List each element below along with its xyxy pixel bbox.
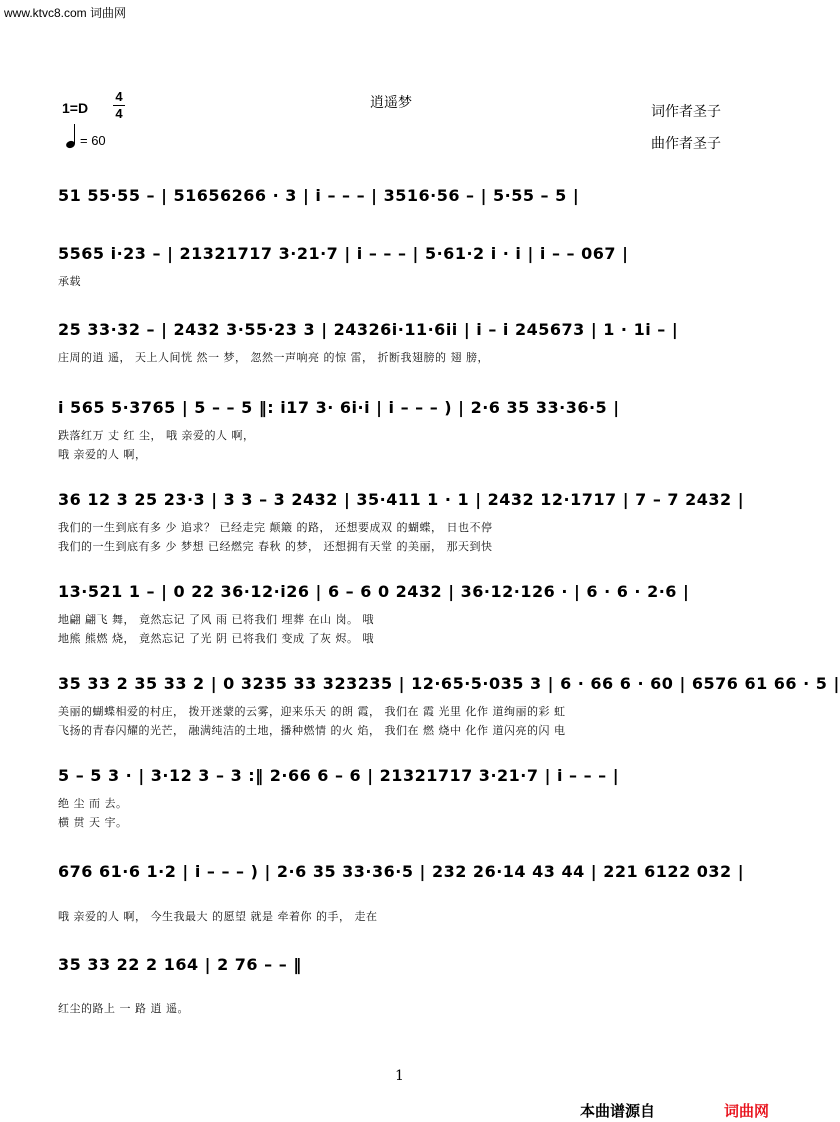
lyric-line-8-2: 横 贯 天 宇。 [58,816,128,829]
lyric-line-7-2: 飞扬的青春闪耀的光芒， 融满纯洁的土地，播种燃情 的火 焰， 我们在 燃 烧中 化作 道闪亮的闪 电 [58,724,566,737]
time-signature [113,90,125,121]
lyric-line-5-2: 我们的一生到底有多 少 梦想 已经燃完 春秋 的梦， 还想拥有天堂 的美丽， 那天到快 [58,540,493,553]
tempo-marking: = 60 [80,133,106,148]
lyric-line-9-1: 哦 亲爱的人 啊， 今生我最大 的愿望 就是 牵着你 的手， 走在 [58,910,378,923]
lyric-line-6-1: 地翩 翩飞 舞， 竟然忘记 了风 雨 已将我们 埋葬 在山 岗。 哦 [58,613,374,626]
notation-system-4: i 565 5·3765 | 5 – – 5 ‖: i17 3· 6i·i | i – – – ) | 2·6 35 33·36·5 | [58,398,620,417]
lyricist-credit: 词作者圣子 [651,104,721,120]
lyric-line-2-1: 承载 [58,275,81,288]
time-signature-bottom: 4 [115,106,123,121]
quarter-note-icon [65,140,76,150]
site-watermark: www.ktvc8.com 词曲网 [4,6,127,20]
notation-system-10: 35 33 22 2 164 | 2 76 – – ‖ [58,955,302,974]
notation-system-9: 676 61·6 1·2 | i – – – ) | 2·6 35 33·36·5 | 232 26·14 43 44 | 221 6122 032 | [58,862,745,881]
lyric-line-10-1: 红尘的路上 一 路 逍 遥。 [58,1002,189,1015]
notation-system-3: 25 33·32 – | 2432 3·55·23 3 | 24326i·11·6ii | i – i 245673 | 1 · 1i – | [58,320,679,339]
footer-logo[interactable]: 词曲网 [724,1102,770,1120]
notation-system-1: 51 55·55 – | 51656266 · 3 | i – – – | 3516·56 – | 5·55 – 5 | [58,186,580,205]
lyric-line-6-2: 地熊 熊燃 烧， 竟然忘记 了光 阴 已将我们 变成 了灰 烬。 哦 [58,632,374,645]
song-title: 逍遥梦 [370,95,412,111]
lyric-line-4-2: 哦 亲爱的人 啊， [58,448,147,461]
notation-system-7: 35 33 2 35 33 2 | 0 3235 33 323235 | 12·65·5·035 3 | 6 · 66 6 · 60 | 6576 61 66 · 5 | [58,674,840,693]
composer-credit: 曲作者圣子 [651,136,721,152]
footer-source-text: 本曲谱源自 [580,1102,656,1120]
lyric-line-7-1: 美丽的蝴蝶相爱的村庄， 拨开迷蒙的云雾，迎来乐天 的朗 霞， 我们在 霞 光里 化作 道绚丽的彩 虹 [58,705,566,718]
notation-system-6: 13·521 1 – | 0 22 36·12·i26 | 6 – 6 0 2432 | 36·12·126 · | 6 · 6 · 2·6 | [58,582,690,601]
lyric-line-4-1: 跌落红万 丈 红 尘， 哦 亲爱的人 啊， [58,429,255,442]
notation-system-8: 5 – 5 3 · | 3·12 3 – 3 :‖ 2·66 6 – 6 | 21321717 3·21·7 | i – – – | [58,766,620,785]
lyric-line-8-1: 绝 尘 而 去。 [58,797,128,810]
notation-system-5: 36 12 3 25 23·3 | 3 3 – 3 2432 | 35·411 1 · 1 | 2432 12·1717 | 7 – 7 2432 | [58,490,745,509]
lyric-line-5-1: 我们的一生到底有多 少 追求？ 已经走完 颠簸 的路， 还想要成双 的蝴蝶， 日也不停 [58,521,493,534]
notation-system-2: 5565 i·23 – | 21321717 3·21·7 | i – – – | 5·61·2 i · i | i – – 067 | [58,244,629,263]
page-number: 1 [395,1068,404,1084]
lyric-line-3-1: 庄周的逍 遥， 天上人间恍 然一 梦， 忽然一声响亮 的惊 雷， 折断我翅膀的 翅 膀， [58,351,489,364]
key-signature: 1=D [62,100,89,116]
time-signature-top: 4 [115,89,123,104]
